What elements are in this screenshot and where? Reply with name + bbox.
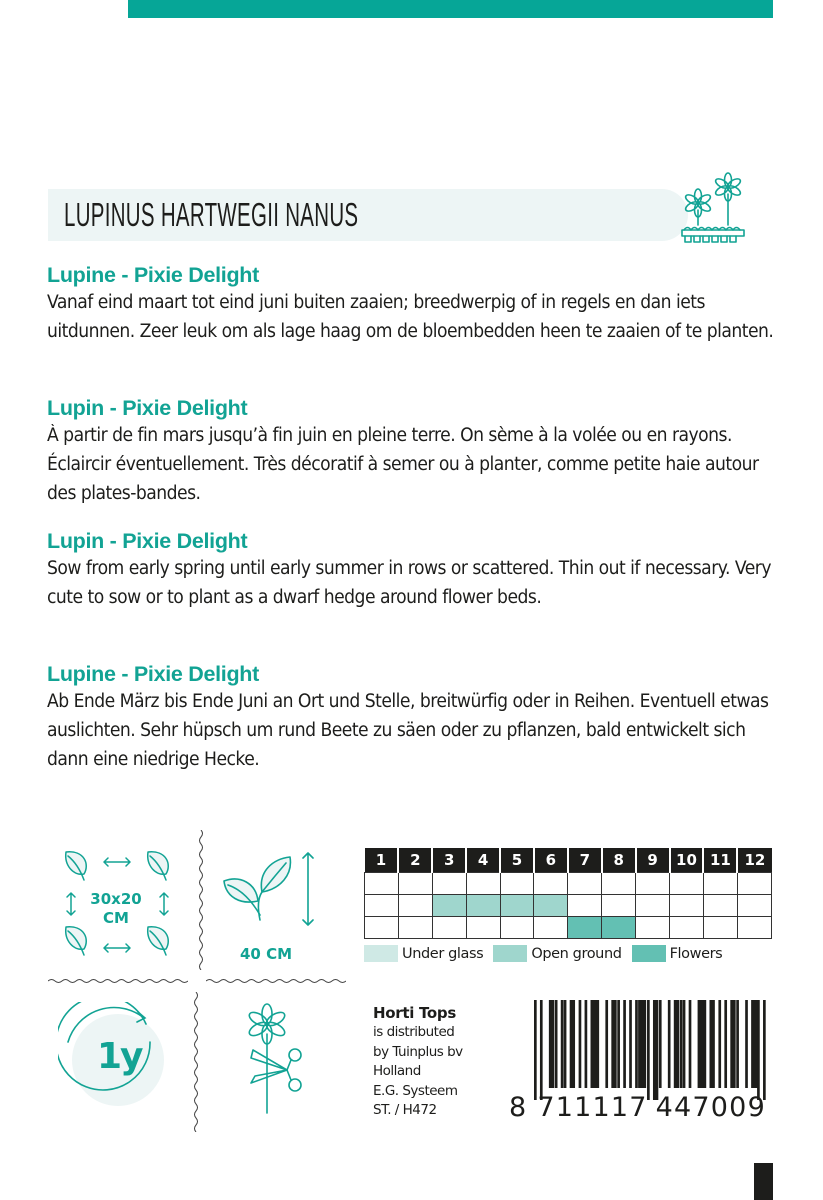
- calendar-cell: [398, 894, 432, 916]
- calendar-cell: [466, 872, 500, 894]
- month-header: 12: [737, 848, 771, 872]
- description-title: Lupin - Pixie Delight: [47, 396, 248, 420]
- calendar-cell: [703, 894, 737, 916]
- barcode-first-digit: 8: [509, 1092, 528, 1123]
- calendar-months-row: [365, 848, 772, 872]
- legend-swatch: [632, 945, 666, 962]
- description-text: Sow from early spring until early summer in rows or scattered. Thin out if necessary. Very cute to sow or to plant as a dwarf hedge around flower beds.: [47, 558, 771, 608]
- barcode-right-group: 447009: [655, 1092, 766, 1123]
- calendar-cell: [534, 894, 568, 916]
- description-title: Lupine - Pixie Delight: [47, 662, 260, 686]
- calendar-cell: [636, 916, 670, 938]
- calendar-cell: [466, 894, 500, 916]
- calendar-cell: [365, 894, 399, 916]
- calendar-cell: [500, 894, 534, 916]
- calendar-cell: [670, 916, 704, 938]
- calendar-cell: [703, 916, 737, 938]
- spacing-unit: CM: [103, 909, 129, 927]
- height-label: 40 CM: [240, 945, 293, 963]
- legend-item-under-glass: [364, 945, 483, 962]
- legend-swatch: [364, 945, 398, 962]
- calendar-cell: [398, 916, 432, 938]
- calendar-cell: [500, 872, 534, 894]
- legend-label: Flowers: [669, 945, 723, 962]
- distributor-line: by Tuinplus bv: [373, 1043, 463, 1060]
- cut-flower-icon: [235, 998, 320, 1118]
- calendar-cell: [365, 916, 399, 938]
- calendar-cell: [703, 872, 737, 894]
- month-header: 5: [500, 848, 534, 872]
- calendar-cell: [737, 916, 771, 938]
- plant-height-icon: [218, 845, 328, 940]
- distributor-line: E.G. Systeem: [373, 1082, 458, 1099]
- month-header: 8: [602, 848, 636, 872]
- calendar-cell: [737, 872, 771, 894]
- wavy-divider-vertical: [197, 830, 205, 970]
- month-header: 10: [670, 848, 704, 872]
- calendar-cell: [737, 894, 771, 916]
- barcode-left-group: 711117: [537, 1092, 648, 1123]
- description-text: Vanaf eind maart tot eind juni buiten zaaien; breedwerpig of in regels en dan iets uitdunnen. Zeer leuk om als lage haag om de bloembedden heen te zaaien of te planten.: [47, 292, 774, 342]
- legend-item-flowers: [632, 945, 723, 962]
- calendar-cell: [602, 872, 636, 894]
- description-title: Lupine - Pixie Delight: [47, 263, 260, 287]
- calendar-cell: [636, 894, 670, 916]
- top-accent-bar: [128, 0, 773, 18]
- calendar-cell: [432, 894, 466, 916]
- ean-barcode: [534, 1000, 766, 1100]
- month-header: 9: [636, 848, 670, 872]
- calendar-cell: [670, 872, 704, 894]
- sowing-calendar: [364, 848, 772, 939]
- calendar-cell: [432, 872, 466, 894]
- description-nl: [47, 262, 777, 346]
- calendar-cell: [398, 872, 432, 894]
- wavy-divider-horizontal: [48, 977, 188, 985]
- calendar-cell: [534, 872, 568, 894]
- calendar-cell: [602, 894, 636, 916]
- calendar-legend: [364, 945, 732, 962]
- month-header: 6: [534, 848, 568, 872]
- distributor-line: is distributed: [373, 1024, 455, 1040]
- description-en: [47, 528, 777, 612]
- calendar-row-open-ground: [365, 894, 772, 916]
- calendar-row-flowers: [365, 916, 772, 938]
- calendar-cell: [568, 916, 602, 938]
- spacing-label: [84, 890, 148, 928]
- month-header: 2: [398, 848, 432, 872]
- calendar-row-under-glass: [365, 872, 772, 894]
- print-registration-mark: [754, 1163, 773, 1200]
- wavy-divider-vertical: [192, 992, 200, 1132]
- distributor-line: Holland: [373, 1063, 421, 1079]
- description-title: Lupin - Pixie Delight: [47, 529, 248, 553]
- description-fr: [47, 395, 777, 508]
- calendar-cell: [670, 894, 704, 916]
- legend-item-open-ground: [493, 945, 621, 962]
- calendar-cell: [602, 916, 636, 938]
- calendar-cell: [534, 916, 568, 938]
- brand-name: Horti Tops: [373, 1004, 457, 1022]
- distributor-line: ST. / H472: [373, 1102, 437, 1118]
- month-header: 1: [365, 848, 399, 872]
- legend-label: Under glass: [402, 945, 484, 962]
- planter-flowers-icon: [676, 170, 756, 245]
- description-text: Ab Ende März bis Ende Juni an Ort und Stelle, breitwürfig oder in Reihen. Eventuell etwas auslichten. Sehr hüpsch um rund Beete zu säen oder zu pflanzen, bald entwickelt sich dann eine niedrige Hecke.: [47, 691, 769, 770]
- distributor-info: [373, 1003, 463, 1121]
- calendar-cell: [365, 872, 399, 894]
- month-header: 7: [568, 848, 602, 872]
- calendar-cell: [568, 894, 602, 916]
- legend-label: Open ground: [531, 945, 622, 962]
- description-text: À partir de fin mars jusqu’à fin juin en pleine terre. On sème à la volée ou en rayons. Éclaircir éventuellement. Très décoratif à semer ou à planter, comme petite haie autour des plates-bandes.: [47, 425, 759, 504]
- wavy-divider-horizontal: [206, 977, 346, 985]
- barcode-number: [509, 1092, 766, 1123]
- calendar-cell: [500, 916, 534, 938]
- calendar-cell: [568, 872, 602, 894]
- calendar-cell: [466, 916, 500, 938]
- latin-name: LUPINUS HARTWEGII NANUS: [64, 196, 359, 233]
- calendar-cell: [432, 916, 466, 938]
- spacing-value: 30x20: [90, 890, 142, 908]
- legend-swatch: [493, 945, 527, 962]
- lifecycle-label: 1y: [97, 1036, 142, 1077]
- calendar-cell: [636, 872, 670, 894]
- month-header: 3: [432, 848, 466, 872]
- description-de: [47, 661, 777, 774]
- month-header: 11: [703, 848, 737, 872]
- month-header: 4: [466, 848, 500, 872]
